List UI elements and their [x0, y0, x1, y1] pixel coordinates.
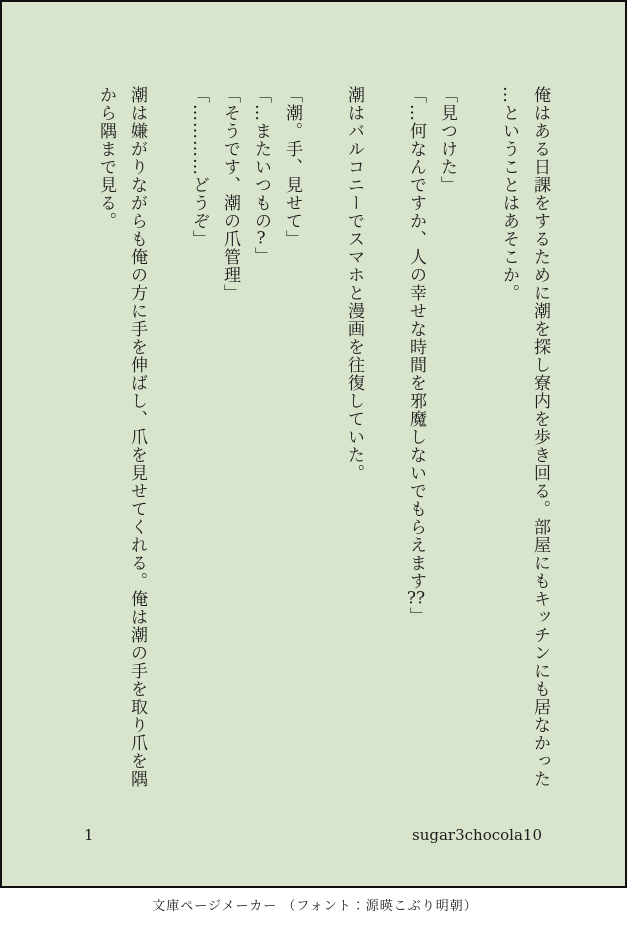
text-line: 俺はある日課をするために潮を探し寮内を歩き回る。部屋にもキッチンにも居なかった [530, 86, 550, 788]
page-text [90, 86, 555, 800]
text-line-blank [152, 86, 183, 800]
app-caption: 文庫ページメーカー （フォント：源暎こぶり明朝） [152, 899, 478, 914]
text-line: から隅まで見る。 [96, 86, 116, 230]
text-line: 「潮。手、見せて」 [282, 86, 302, 248]
text-line-blank [462, 86, 493, 800]
text-line: 潮はバルコニーでスマホと漫画を往復していた。 [344, 86, 364, 482]
author-credit: sugar3chocola10 [412, 826, 542, 844]
text-line: 「見つけた」 [437, 86, 457, 194]
text-line: 「そうです、潮の爪管理」 [220, 86, 240, 302]
text-line-blank [307, 86, 338, 800]
text-line: 「…またいつもの?」 [251, 86, 271, 265]
text-line: …ということはあそこか。 [499, 86, 519, 302]
text-line-blank [369, 86, 400, 800]
text-line: 「…何なんですか、人の幸せな時間を邪魔しないでもらえます??」 [406, 86, 426, 625]
text-line: 潮は嫌がりながらも俺の方に手を伸ばし、爪を見せてくれる。俺は潮の手を取り爪を隅 [127, 86, 147, 788]
page-number: 1 [84, 826, 94, 844]
text-line: 「…………どうぞ」 [189, 86, 209, 248]
